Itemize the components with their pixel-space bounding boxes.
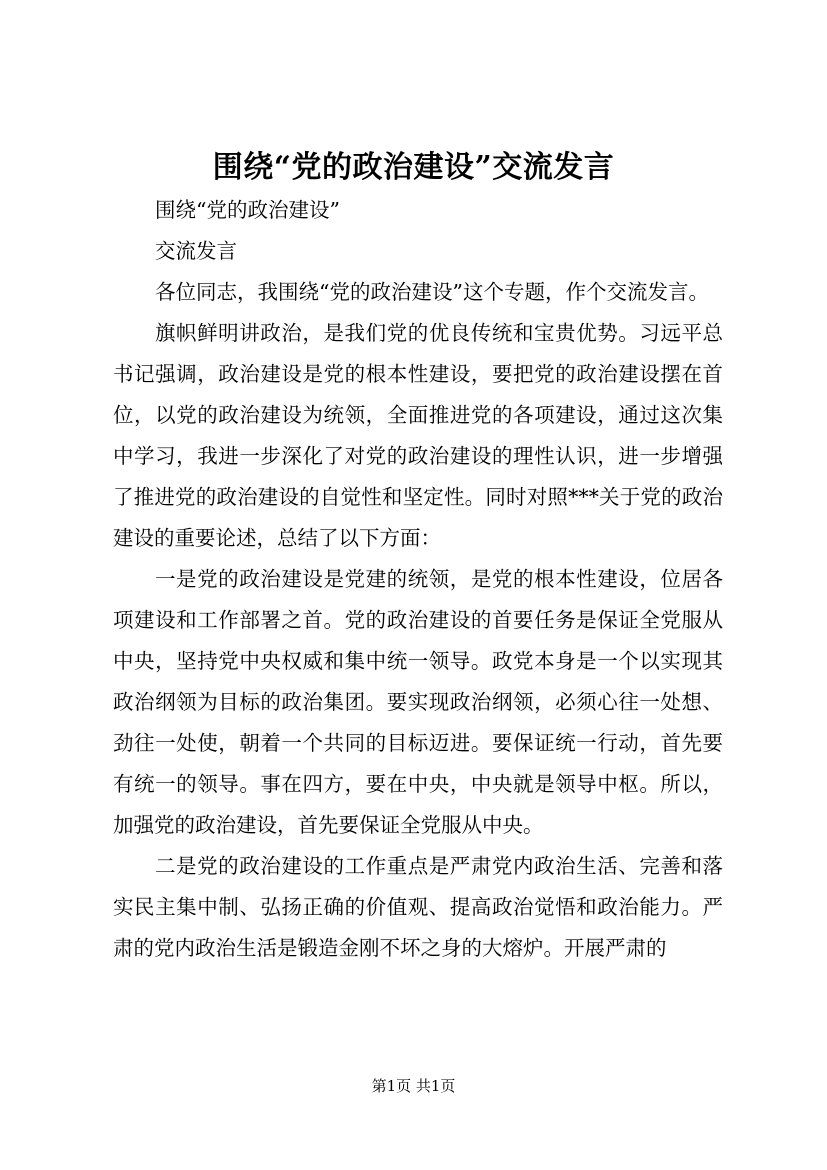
paragraph-intro: 旗帜鲜明讲政治，是我们党的优良传统和宝贵优势。习远平总书记强调，政治建设是党的根本性建设，要把党的政治建设摆在首位，以党的政治建设为统领，全面推进党的各项建设，通过这次集中学习，我进一步深化了对党的政治建设的理性认识，进一步增强了推进党的政治建设的自觉性和坚定性。同时对照***关于党的政治建设的重要论述，总结了以下方面： [113, 321, 723, 550]
paragraph-subtitle-2: 交流发言 [155, 239, 237, 263]
document-title: 围绕“党的政治建设”交流发言 [212, 150, 615, 185]
document-body [113, 190, 723, 969]
paragraph-point-one: 一是党的政治建设是党建的统领，是党的根本性建设，位居各项建设和工作部署之首。党的政治建设的首要任务是保证全党服从中央，坚持党中央权威和集中统一领导。政党本身是一个以实现其政治纲领为目标的政治集团。要实现政治纲领，必须心往一处想、劲往一处使，朝着一个共同的目标迈进。要保证统一行动，首先要有统一的领导。事在四方，要在中央，中央就是领导中枢。所以，加强党的政治建设，首先要保证全党服从中央。 [113, 567, 723, 837]
paragraph-point-two: 二是党的政治建设的工作重点是严肃党内政治生活、完善和落实民主集中制、弘扬正确的价值观、提高政治觉悟和政治能力。严肃的党内政治生活是锻造金刚不坏之身的大熔炉。开展严肃的 [113, 854, 723, 960]
paragraph-subtitle-1: 围绕“党的政治建设” [155, 198, 340, 222]
page-footer: 第1页 共1页 [371, 1077, 456, 1095]
paragraph-opening: 各位同志，我围绕“党的政治建设”这个专题，作个交流发言。 [155, 280, 709, 304]
